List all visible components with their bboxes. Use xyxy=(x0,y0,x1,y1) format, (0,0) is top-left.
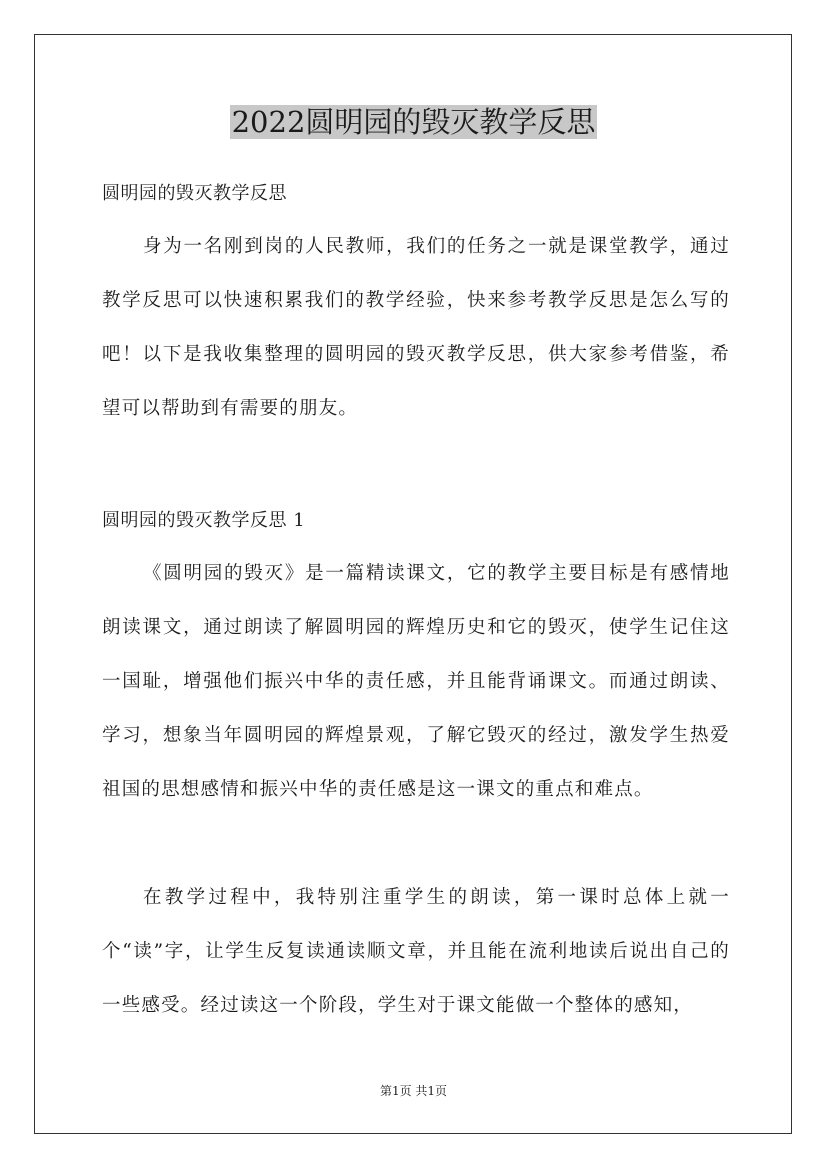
document-title-text: 2022圆明园的毁灭教学反思 xyxy=(231,105,596,139)
section-paragraph-1: 《圆明园的毁灭》是一篇精读课文，它的教学主要目标是有感情地朗读课文，通过朗读了解圆明园的辉煌历史和它的毁灭，使学生记住这一国耻，增强他们振兴中华的责任感，并且能背诵课文。而通过朗读、学习，想象当年圆明园的辉煌景观，了解它毁灭的经过，激发学生热爱祖国的思想感情和振兴中华的责任感是这一课文的重点和难点。 xyxy=(102,563,730,800)
section-paragraph-2: 在教学过程中，我特别注重学生的朗读，第一课时总体上就一个“读”字，让学生反复读通读顺文章，并且能在流利地读后说出自己的一些感受。经过读这一个阶段，学生对于课文能做一个整体的感知， xyxy=(102,887,730,1016)
document-title xyxy=(0,100,827,144)
section-heading: 圆明园的毁灭教学反思 1 xyxy=(102,510,306,531)
intro-paragraph: 身为一名刚到岗的人民教师，我们的任务之一就是课堂教学，通过教学反思可以快速积累我们的教学经验，快来参考教学反思是怎么写的吧！以下是我收集整理的圆明园的毁灭教学反思，供大家参考借鉴，希望可以帮助到有需要的朋友。 xyxy=(102,236,730,419)
page-footer: 第1页 共1页 xyxy=(379,1084,448,1098)
document-subtitle: 圆明园的毁灭教学反思 xyxy=(102,183,287,204)
